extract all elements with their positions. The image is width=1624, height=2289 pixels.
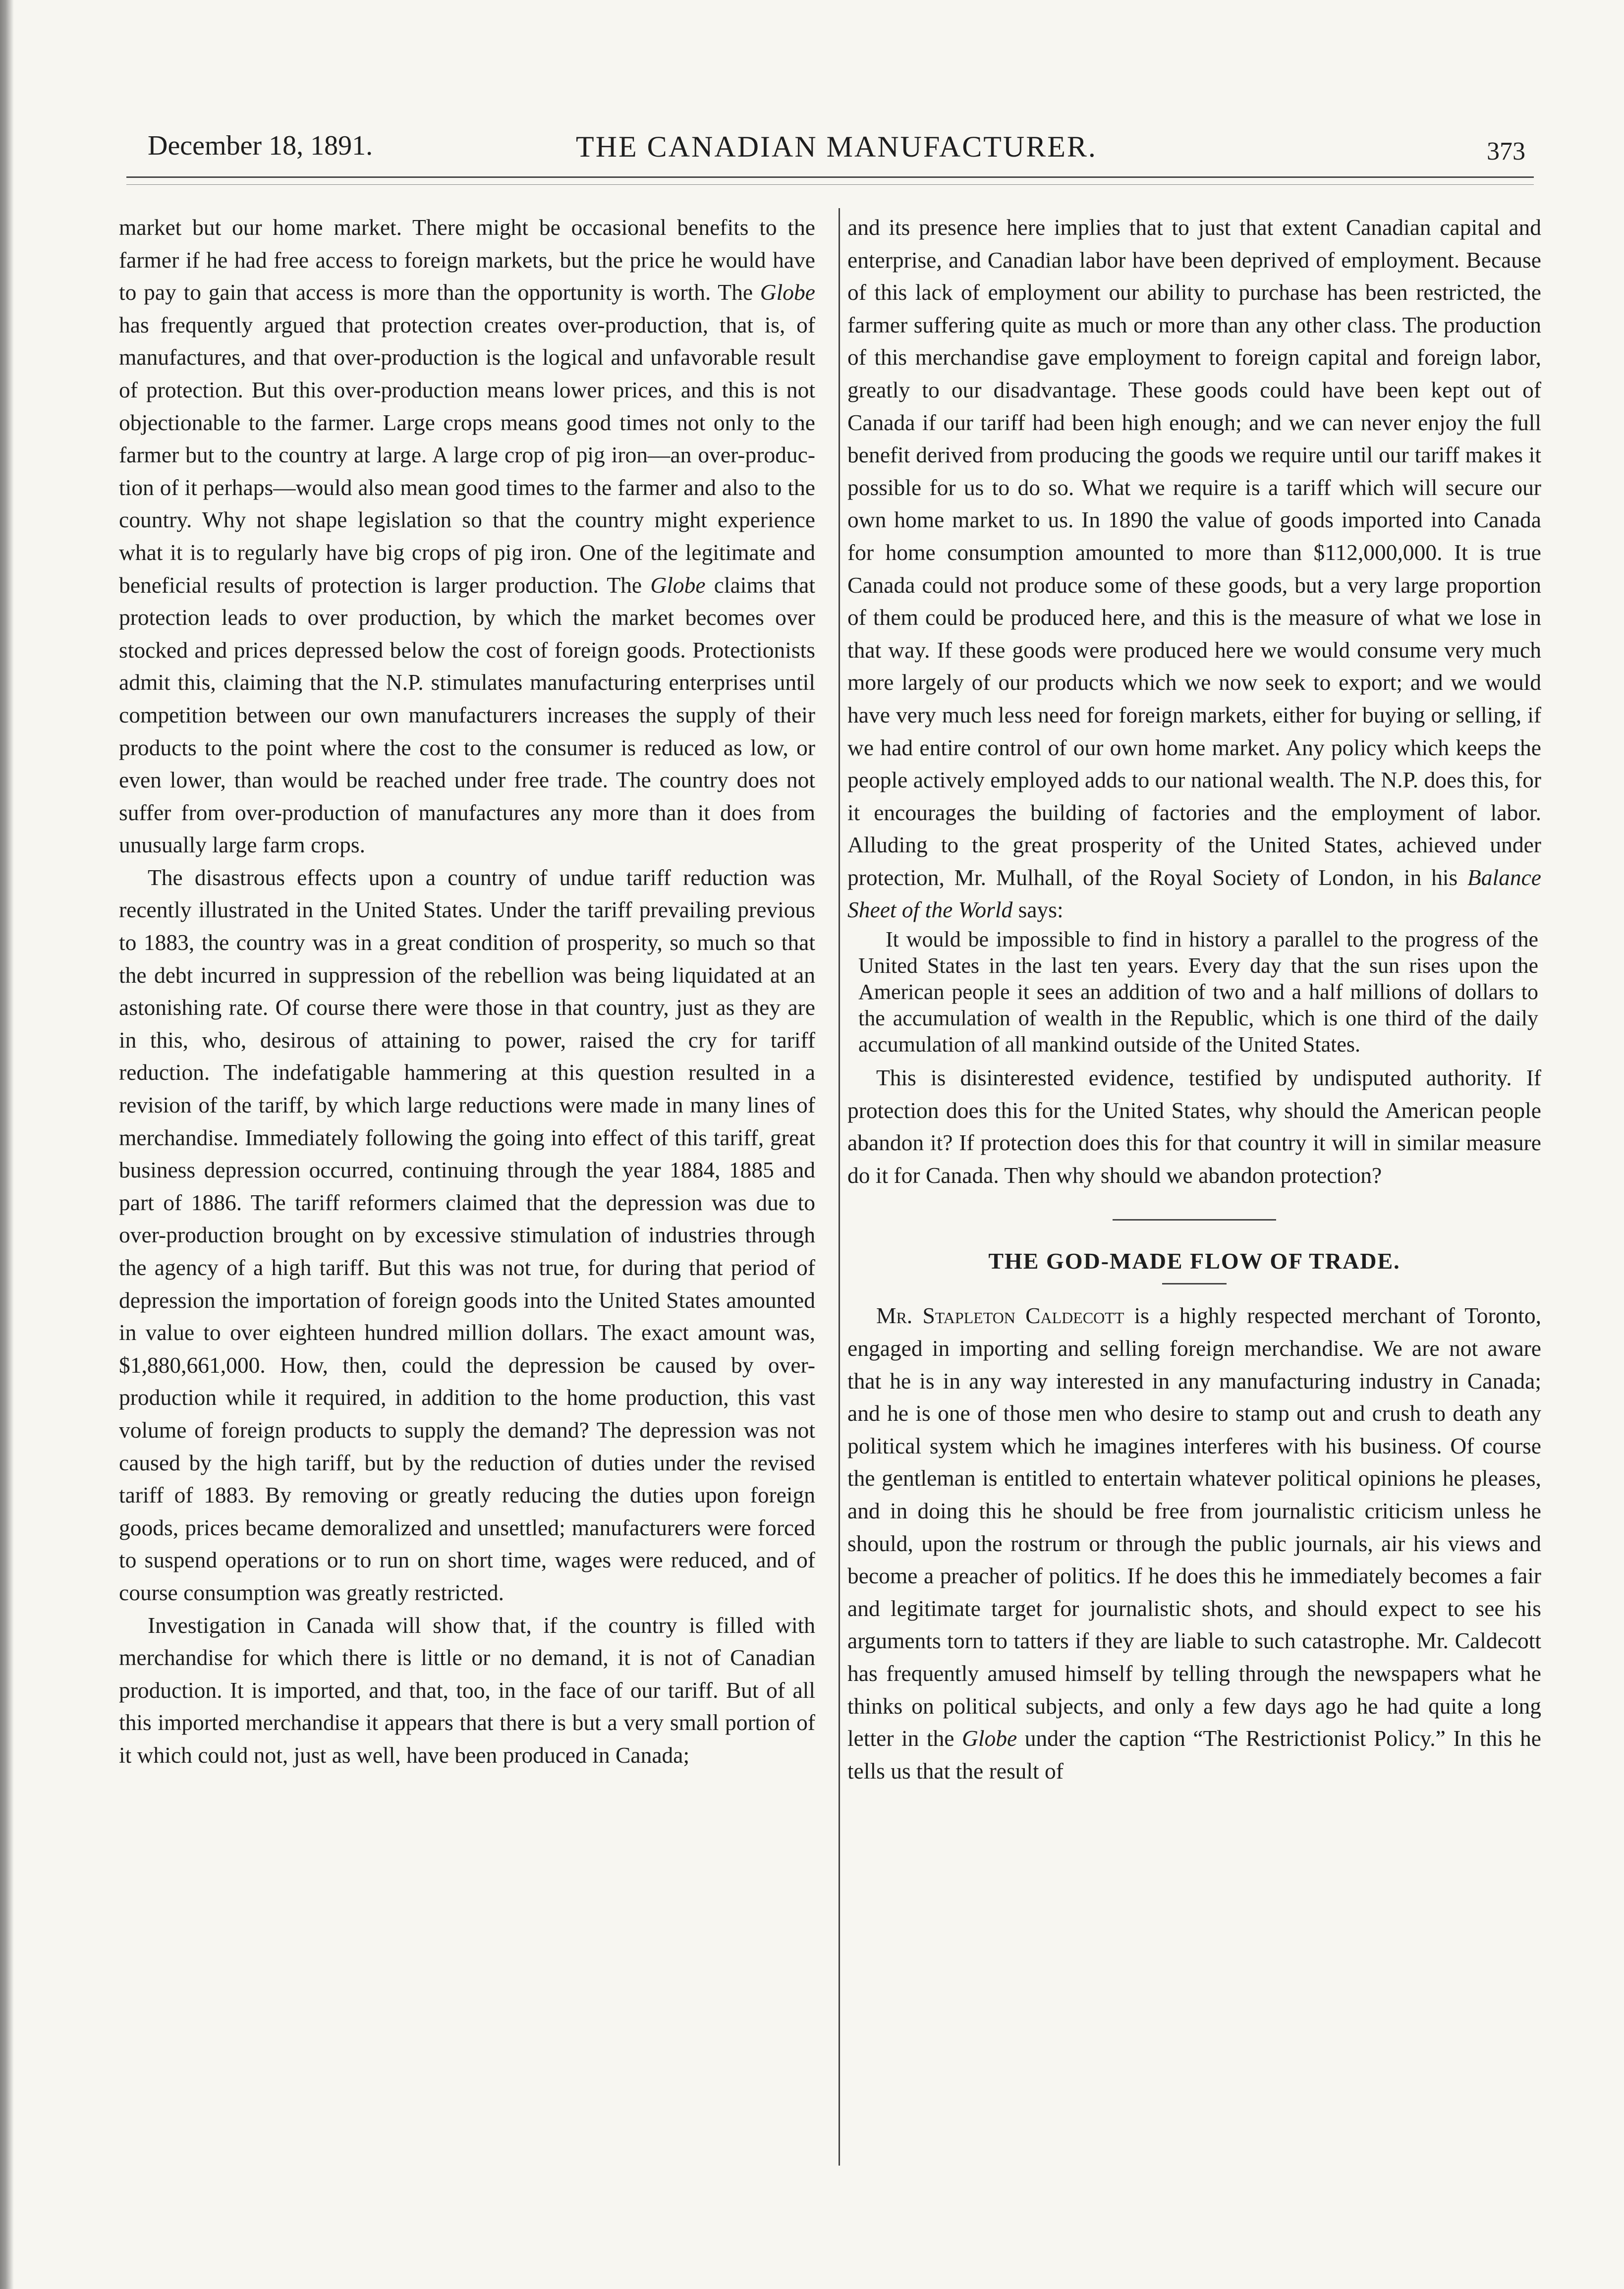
paragraph bbox=[119, 211, 815, 861]
text-run: says: bbox=[1012, 897, 1064, 923]
person-name: Mr. Stapleton Caldecott bbox=[876, 1303, 1124, 1329]
paragraph bbox=[847, 211, 1541, 926]
column-divider bbox=[839, 208, 840, 2166]
binding-edge bbox=[0, 0, 14, 2289]
header-rule bbox=[126, 176, 1534, 178]
text-run: has frequently argued that protection creates over-production, that is, of manufactures, and that over-production is the logical and unfavorable result of protection. But this over-production means lower prices, and this is not objectionable to the farmer. Large crops means good times not only to the farmer but to the country at large. A large crop of pig iron—an over-production of it perhaps—would also mean good times to the farmer and also to the country. Why not shape legislation so that the country might experience what it is to regularly have big crops of pig iron. One of the legitimate and beneficial results of protection is larger production. The bbox=[119, 312, 815, 598]
paragraph bbox=[847, 1299, 1541, 1787]
page-number: 373 bbox=[1487, 137, 1525, 166]
newspaper-name: Globe bbox=[650, 572, 706, 598]
text-run: claims that protection leads to over production, by which the market becomes over stocked and prices depressed below the cost of foreign goods. Protectionists admit this, claiming that the N.P. stimulates manufacturing enterprises until competition between our own manufacturers increases the supply of their products to the point where the cost to the consumer is reduced as low, or even lower, than would be reached under free trade. The country does not suffer from over-production of manufactures any more than it does from unusually large farm crops. bbox=[119, 572, 815, 858]
text-run: market but our home market. There might be occasional benefits to the farmer if he had free access to foreign markets, but the price he would have to pay to gain that access is more than the opportunity is worth. The bbox=[119, 215, 815, 305]
block-quote bbox=[858, 926, 1538, 1058]
text-run: is a highly respected merchant of Toronto, engaged in importing and selling foreign merchandise. We are not aware that he is in any way interested in any manufacturing industry in Canada; and he is one of those men who desire to stamp out and crush to death any political system which he imagines interferes with his business. Of course the gentleman is entitled to entertain whatever political opinions he pleases, and in doing this he should be free from journalistic criticism unless he should, upon the rostrum or through the public journals, air his views and become a preacher of politics. If he does this he immediately becomes a fair and legitimate target for journalistic shots, and should expect to see his arguments torn to tatters if they are liable to such catastrophe. Mr. Caldecott has frequently amused himself by telling through the newspapers what he thinks on political subjects, and only a few days ago he had quite a long letter in the bbox=[847, 1303, 1541, 1751]
page-header bbox=[148, 130, 1525, 174]
paragraph: The disastrous effects upon a country of undue tariff reduction was recently illustrated in the United States. Under the tariff prevailing previous to 1883, the country was in a great condition of prosperity, so much so that the debt incurred in suppression of the rebellion was being liquidated at an astonishing rate. Of course there were those in that country, just as they are in this, who, desirous of attaining to power, raised the cry for tariff reduction. The indefatigable hammering at this question resulted in a revision of the tariff, by which large reductions were made in many lines of merchandise. Immediately following the going into effect of this tariff, great business depression occurred, continuing through the year 1884, 1885 and part of 1886. The tariff reformers claimed that the depression was due to over-production brought on by excessive stimulation of industries through the agency of a high tariff. But this was not true, for during that period of depression the importation of foreign goods into the United States amounted in value to over eighteen hundred million dollars. The exact amount was, $1,880,661,000. How, then, could the depression be caused by over-production while it required, in addition to the home production, this vast volume of foreign products to supply the demand? The depression was not caused by the high tariff, but by the reduction of duties under the revised tariff of 1883. By removing or greatly reducing the duties upon foreign goods, prices became demoralized and unsettled; manufacturers were forced to suspend operations or to run on short time, wages were reduced, and of course consumption was greatly restricted. bbox=[119, 864, 815, 1605]
right-column bbox=[847, 211, 1541, 1787]
text-run: and its presence here implies that to just that extent Canadian capital and enterprise, and Canadian labor have been deprived of employment. Because of this lack of employment our ability to purchase has been restricted, the farmer suffering quite as much or more than any other class. The production of this merchandise gave employment to foreign capital and foreign labor, greatly to our disadvantage. These goods could have been kept out of Canada if our tariff had been high enough; and we can never enjoy the full benefit derived from producing the goods we require until our tariff makes it possible for us to do so. What we require is a tariff which will secure our own home market to us. In 1890 the value of goods imported into Canada for home consumption amounted to more than $112,000,000. It is true Canada could not produce some of these goods, but a very large proportion of them could be produced here, and this is the measure of what we lose in that way. If these goods were produced here we would consume very much more largely of our products which we now seek to export; and we would have very much less need for foreign markets, either for buying or selling, if we had entire control of our own home market. Any policy which keeps the people actively employed adds to our national wealth. The N.P. does this, for it encourages the building of factories and the employment of labor. Alluding to the great prosperity of the United States, achieved under protection, Mr. Mulhall, of the Royal Society of London, in his bbox=[847, 215, 1541, 890]
title-rule bbox=[1162, 1283, 1227, 1284]
left-column bbox=[119, 211, 815, 1772]
paragraph: Investigation in Canada will show that, if the country is filled with merchandise for which there is little or no demand, it is not of Canadian production. It is imported, and that, too, in the face of our tariff. But of all this imported merchandise it appears that there is but a very small portion of it which could not, just as well, have been produced in Canada; bbox=[119, 1612, 815, 1768]
book-title: Balance Sheet of the World bbox=[847, 864, 1541, 923]
publication-title: THE CANADIAN MANUFACTURER. bbox=[576, 130, 1097, 163]
quote-text: It would be impossible to find in history a parallel to the progress of the United States in the last ten years. Every day that the sun rises upon the American people it sees an addition of two and a half millions of dollars to the accumulation of wealth in the Republic, which is one third of the daily accumulation of all mankind outside of the United States. bbox=[858, 927, 1538, 1057]
issue-date: December 18, 1891. bbox=[148, 130, 373, 161]
paragraph: This is disinterested evidence, testified by undisputed authority. If protection does this for the United States, why should the American people abandon it? If protection does this for that country it will in similar measure do it for Canada. Then why should we abandon protection? bbox=[847, 1065, 1541, 1188]
article-separator bbox=[1113, 1219, 1276, 1221]
article-title: THE GOD-MADE FLOW OF TRADE. bbox=[988, 1248, 1400, 1274]
header-rule-thin bbox=[126, 184, 1534, 185]
newspaper-name: Globe bbox=[760, 279, 815, 305]
text-run: under the caption “The Restrictionist Policy.” In this he tells us that the result of bbox=[847, 1726, 1541, 1784]
newspaper-name: Globe bbox=[961, 1726, 1017, 1751]
